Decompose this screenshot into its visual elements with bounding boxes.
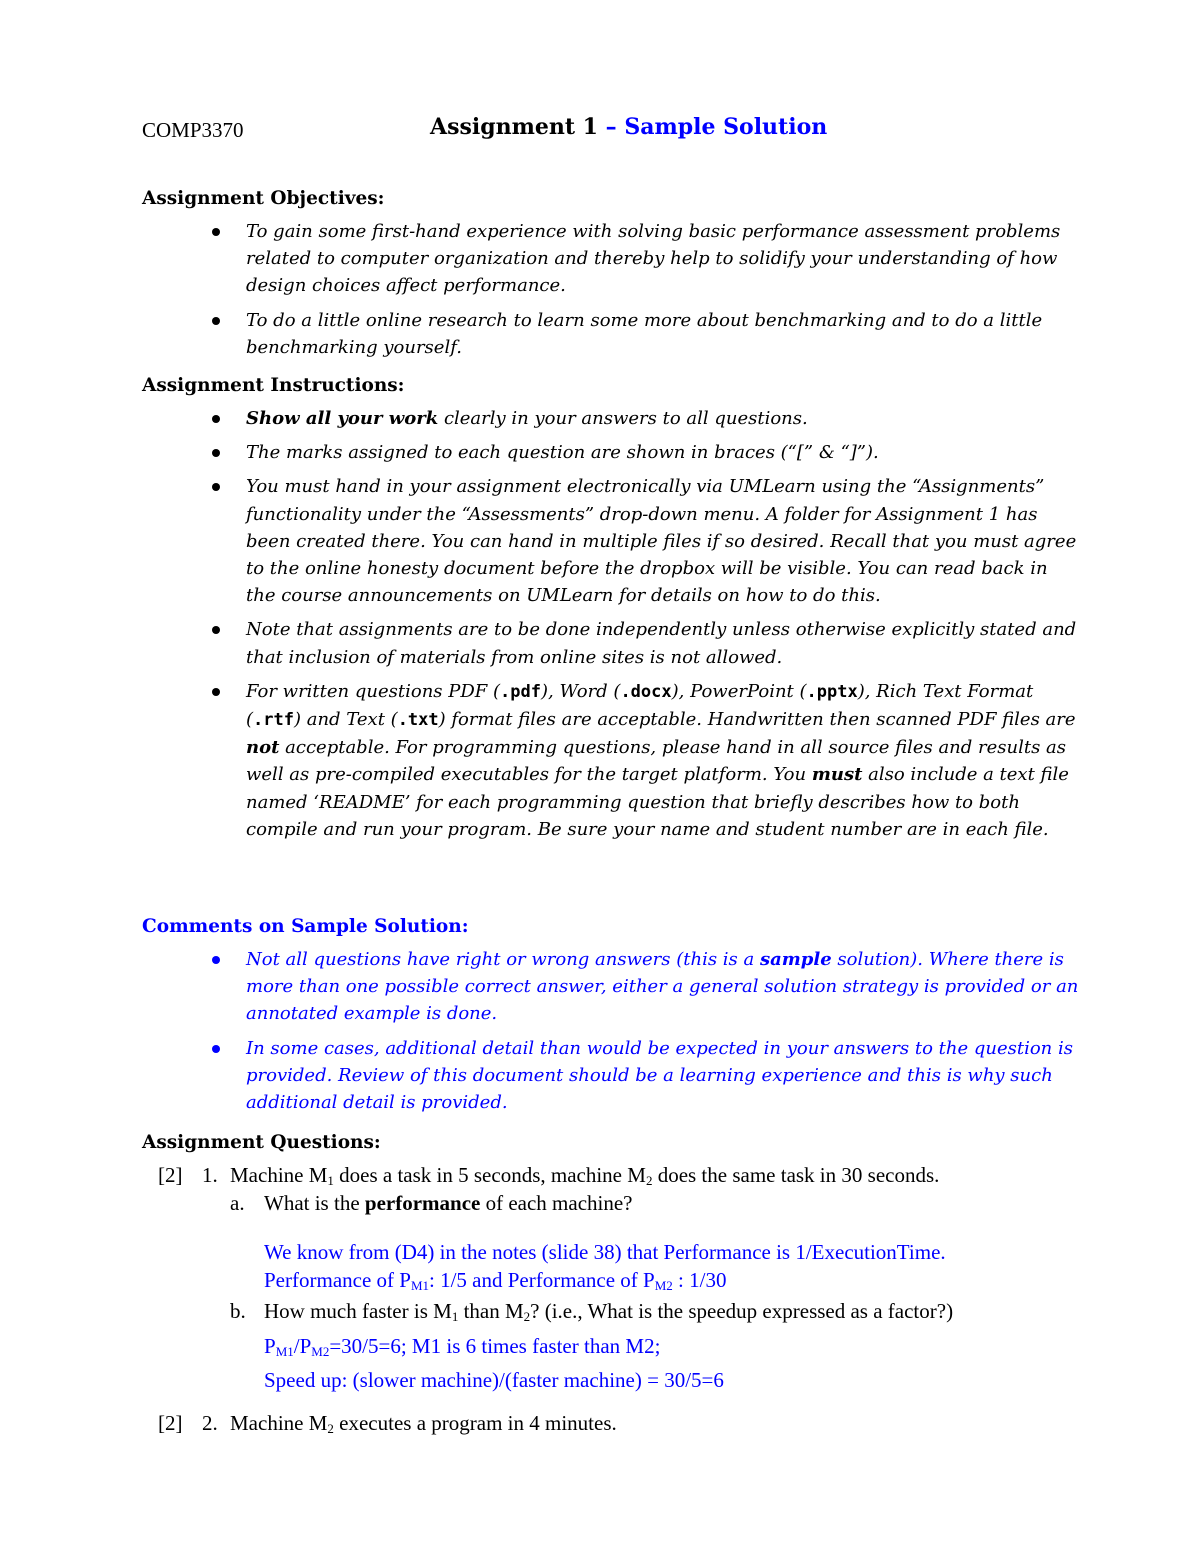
- ext-txt: .txt: [397, 710, 439, 731]
- subscript: 1: [451, 1309, 459, 1324]
- objective-item: [246, 307, 1082, 361]
- document-title: [430, 114, 827, 140]
- question-marks: [2]: [158, 1163, 183, 1187]
- must-bold: must: [811, 764, 863, 786]
- comments-section: [142, 914, 1082, 1123]
- comment-text: solution). Where there is more than one possible correct answer, either a general solution strategy is provided or an annotated example is done.: [246, 949, 1079, 1025]
- objective-item: [246, 218, 1082, 300]
- instruction-text: ), PowerPoint (: [671, 680, 807, 702]
- instruction-text: Note that assignments are to be done independently unless otherwise explicitly stated and that inclusion of materials from online sites is not allowed.: [246, 619, 1077, 668]
- bullet-icon: [212, 626, 220, 634]
- text-run: : 1/5 and Performance of P: [429, 1268, 655, 1292]
- text-run: Machine M: [230, 1163, 328, 1187]
- text-run: of each machine?: [480, 1191, 633, 1215]
- bullet-icon: [212, 317, 220, 325]
- questions-heading: Assignment Questions:: [142, 1132, 381, 1153]
- bullet-icon: [212, 483, 220, 491]
- subquestion-letter: b.: [230, 1299, 246, 1323]
- subquestion-text: [264, 1190, 633, 1217]
- objectives-section: [142, 186, 1082, 368]
- show-work-bold: Show all your work: [246, 408, 439, 429]
- text-run: Machine M: [230, 1411, 328, 1435]
- answer-1a-line2: [142, 1266, 1082, 1294]
- title-separator: –: [597, 114, 625, 140]
- bullet-icon: [212, 956, 220, 964]
- answer-1b-line2: Speed up: (slower machine)/(faster machine) = 30/5=6: [264, 1368, 724, 1392]
- subscript: M1: [275, 1344, 294, 1359]
- instruction-text: The marks assigned to each question are shown in braces (“[” & “]”).: [246, 442, 879, 464]
- instruction-text: also include a text file named ‘README’ for each programming question that briefly describes how to both compile and run your program. Be sure your name and student number are in each file.: [246, 764, 1069, 840]
- instruction-item: [246, 616, 1082, 670]
- ext-pptx: .pptx: [806, 681, 858, 702]
- performance-bold: performance: [364, 1191, 481, 1215]
- objectives-list: [142, 218, 1082, 361]
- text-run: How much faster is M: [264, 1299, 452, 1323]
- course-code: COMP3370: [142, 118, 244, 142]
- question-number: 1.: [202, 1163, 218, 1187]
- instruction-text: ), Rich Text Format (: [246, 680, 1034, 731]
- instruction-text: acceptable. For programming questions, please hand in all source files and results as well as pre-compiled executables for the target platform. You: [246, 737, 1067, 786]
- text-run: /P: [293, 1334, 312, 1358]
- instruction-item: [246, 439, 1082, 466]
- instruction-item: [246, 473, 1082, 609]
- question-1a: [142, 1190, 1082, 1217]
- subquestion-text: [264, 1298, 953, 1325]
- question-number: 2.: [202, 1411, 218, 1435]
- question-1: [142, 1162, 1082, 1189]
- text-run: =30/5=6; M1 is 6 times faster than M2;: [329, 1334, 661, 1358]
- not-bold: not: [246, 737, 280, 759]
- title-sample-solution: Sample Solution: [624, 114, 828, 140]
- subscript: M2: [654, 1278, 673, 1293]
- comment-item: [246, 946, 1082, 1028]
- text-run: executes a program in 4 minutes.: [333, 1411, 617, 1435]
- bullet-icon: [212, 228, 220, 236]
- instructions-heading: Assignment Instructions:: [142, 375, 405, 396]
- answer-1a-line1: We know from (D4) in the notes (slide 38) that Performance is 1/ExecutionTime.: [264, 1240, 946, 1264]
- objective-text: To do a little online research to learn some more about benchmarking and to do a little benchmarking yourself.: [246, 309, 1043, 358]
- ext-docx: .docx: [620, 681, 672, 702]
- instruction-text: For written questions PDF (: [246, 680, 501, 702]
- question-text: [230, 1162, 939, 1189]
- question-marks: [2]: [158, 1411, 183, 1435]
- text-run: than M: [458, 1299, 524, 1323]
- subscript: M2: [311, 1344, 330, 1359]
- question-text: [230, 1410, 617, 1437]
- objectives-heading: Assignment Objectives:: [142, 188, 385, 209]
- instruction-text: ) format files are acceptable. Handwritten then scanned PDF files are: [438, 709, 1076, 731]
- text-run: does a task in 5 seconds, machine M: [333, 1163, 646, 1187]
- subscript: 2: [327, 1421, 334, 1436]
- answer-1b-line1: [142, 1332, 1082, 1360]
- questions-section: [142, 1130, 1082, 1437]
- text-run: P: [264, 1334, 276, 1358]
- instruction-text: ), Word (: [540, 680, 621, 702]
- text-run: What is the: [264, 1191, 365, 1215]
- question-1b: [142, 1298, 1082, 1325]
- instruction-item: [246, 678, 1082, 843]
- instruction-text: ) and Text (: [293, 709, 398, 731]
- subquestion-letter: a.: [230, 1191, 245, 1215]
- instruction-text: clearly in your answers to all questions.: [438, 408, 808, 429]
- ext-pdf: .pdf: [500, 681, 541, 702]
- text-run: ? (i.e., What is the speedup expressed as a factor?): [530, 1299, 954, 1323]
- text-run: does the same task in 30 seconds.: [652, 1163, 940, 1187]
- bullet-icon: [212, 688, 220, 696]
- objective-text: To gain some first-hand experience with solving basic performance assessment problems related to computer organization and thereby help to solidify your understanding of how design choices affect performance.: [246, 221, 1061, 297]
- document-header: [142, 114, 1082, 148]
- instructions-section: [142, 373, 1082, 850]
- sample-bold: sample: [759, 949, 832, 970]
- title-assignment: Assignment 1: [430, 114, 598, 140]
- question-2: [142, 1410, 1082, 1437]
- comment-text: Not all questions have right or wrong answers (this is a: [246, 949, 760, 970]
- subscript: 2: [645, 1173, 653, 1188]
- ext-rtf: .rtf: [253, 710, 294, 731]
- instruction-item: [246, 405, 1082, 432]
- comment-text: In some cases, additional detail than would be expected in your answers to the question is provided. Review of this document should be a learning experience and this is why such additional detail is provided.: [246, 1037, 1073, 1114]
- comments-heading: Comments on Sample Solution:: [142, 916, 469, 937]
- comment-item: [246, 1035, 1082, 1117]
- bullet-icon: [212, 449, 220, 457]
- subscript: M1: [410, 1278, 430, 1293]
- instruction-text: You must hand in your assignment electronically via UMLearn using the “Assignments” functionality under the “Assessments” drop-down menu. A folder for Assignment 1 has been created there. You can hand in multiple files if so desired. Recall that you must agree to the online honesty document before the dropbox will be visible. You can read back in the course announcements on UMLearn for details on how to do this.: [246, 476, 1077, 607]
- instructions-list: [142, 405, 1082, 843]
- text-run: Performance of P: [264, 1268, 411, 1292]
- subscript: 1: [327, 1173, 334, 1188]
- comments-list: [142, 946, 1082, 1116]
- text-run: : 1/30: [672, 1268, 727, 1292]
- subscript: 2: [523, 1309, 531, 1324]
- bullet-icon: [212, 415, 220, 423]
- bullet-icon: [212, 1045, 220, 1053]
